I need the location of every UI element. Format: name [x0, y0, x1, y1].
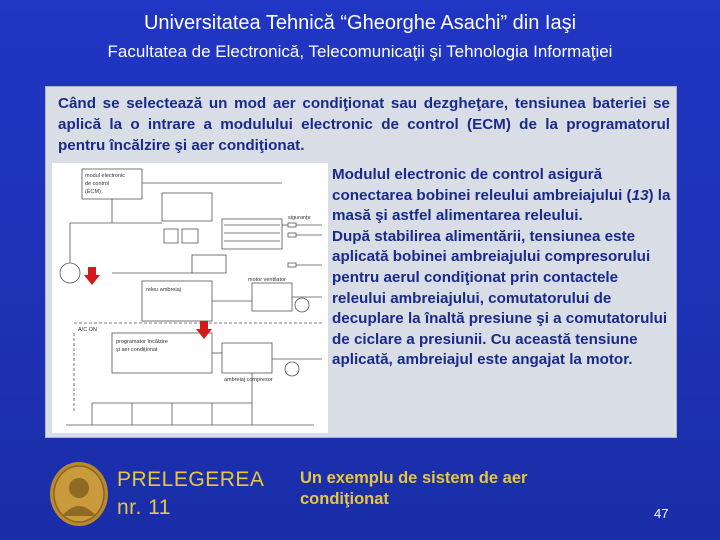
ac-on-label: A/C ON: [78, 327, 97, 333]
medal-portrait-icon: [48, 460, 110, 528]
relay-label: releu ambreiaj: [146, 287, 181, 293]
page-number: 47: [654, 506, 669, 521]
relay-reference-number: 13: [631, 186, 649, 204]
programmer-label-2: şi aer condiţionat: [116, 347, 158, 353]
wiring-diagram-svg: [52, 163, 328, 433]
content-panel: [45, 86, 677, 438]
ecm-paragraph: [332, 165, 672, 227]
university-title: Universitatea Tehnică “Gheorghe Asachi” din Iaşi: [143, 12, 577, 34]
ecm-label: modul electronic: [85, 173, 126, 179]
motor-label: motor ventilator: [248, 277, 286, 283]
ecm-label-2: de control: [85, 181, 110, 187]
explanation-text: [332, 165, 672, 371]
slide-subtitle: Un exemplu de sistem de aer condiţionat: [300, 469, 528, 508]
compressor-label: ambreiaj compresor: [224, 377, 273, 383]
wiring-diagram: [52, 163, 328, 433]
ecm-paragraph-part2: ) la masă şi astfel alimentarea releului.: [332, 186, 671, 225]
ecm-paragraph-part1: Modulul electronic de control asigură conectarea bobinei releului ambreiajului (: [332, 166, 632, 204]
programmer-label: programator încălzire: [116, 339, 168, 345]
lecture-label-line1: PRELEGEREA: [117, 468, 265, 491]
lecture-label: [117, 466, 264, 522]
faculty-title: Facultatea de Electronică, Telecomunicaţii şi Tehnologia Informaţiei: [107, 42, 613, 61]
intro-paragraph: Când se selectează un mod aer condiţionat sau dezgheţare, tensiunea bateriei se aplică la o intrare a modulului electronic de control (ECM) de la programatorul pentru încălzire şi aer condiţionat.: [58, 95, 670, 154]
clutch-paragraph: După stabilirea alimentării, tensiunea este aplicată bobinei ambreiajului compresorului pentru aerul condiţionat prin contactele releului ambreiajului, comutatorului de decuplare la înaltă presiune şi a comutatorului de ciclare a presiunii. Cu această tensiune aplicată, ambreiajul este angajat la motor.: [332, 227, 668, 369]
fuse-label: siguranţe: [288, 215, 311, 221]
ecm-label-3: (ECM): [85, 189, 101, 195]
lecture-number: nr. 11: [117, 496, 171, 519]
